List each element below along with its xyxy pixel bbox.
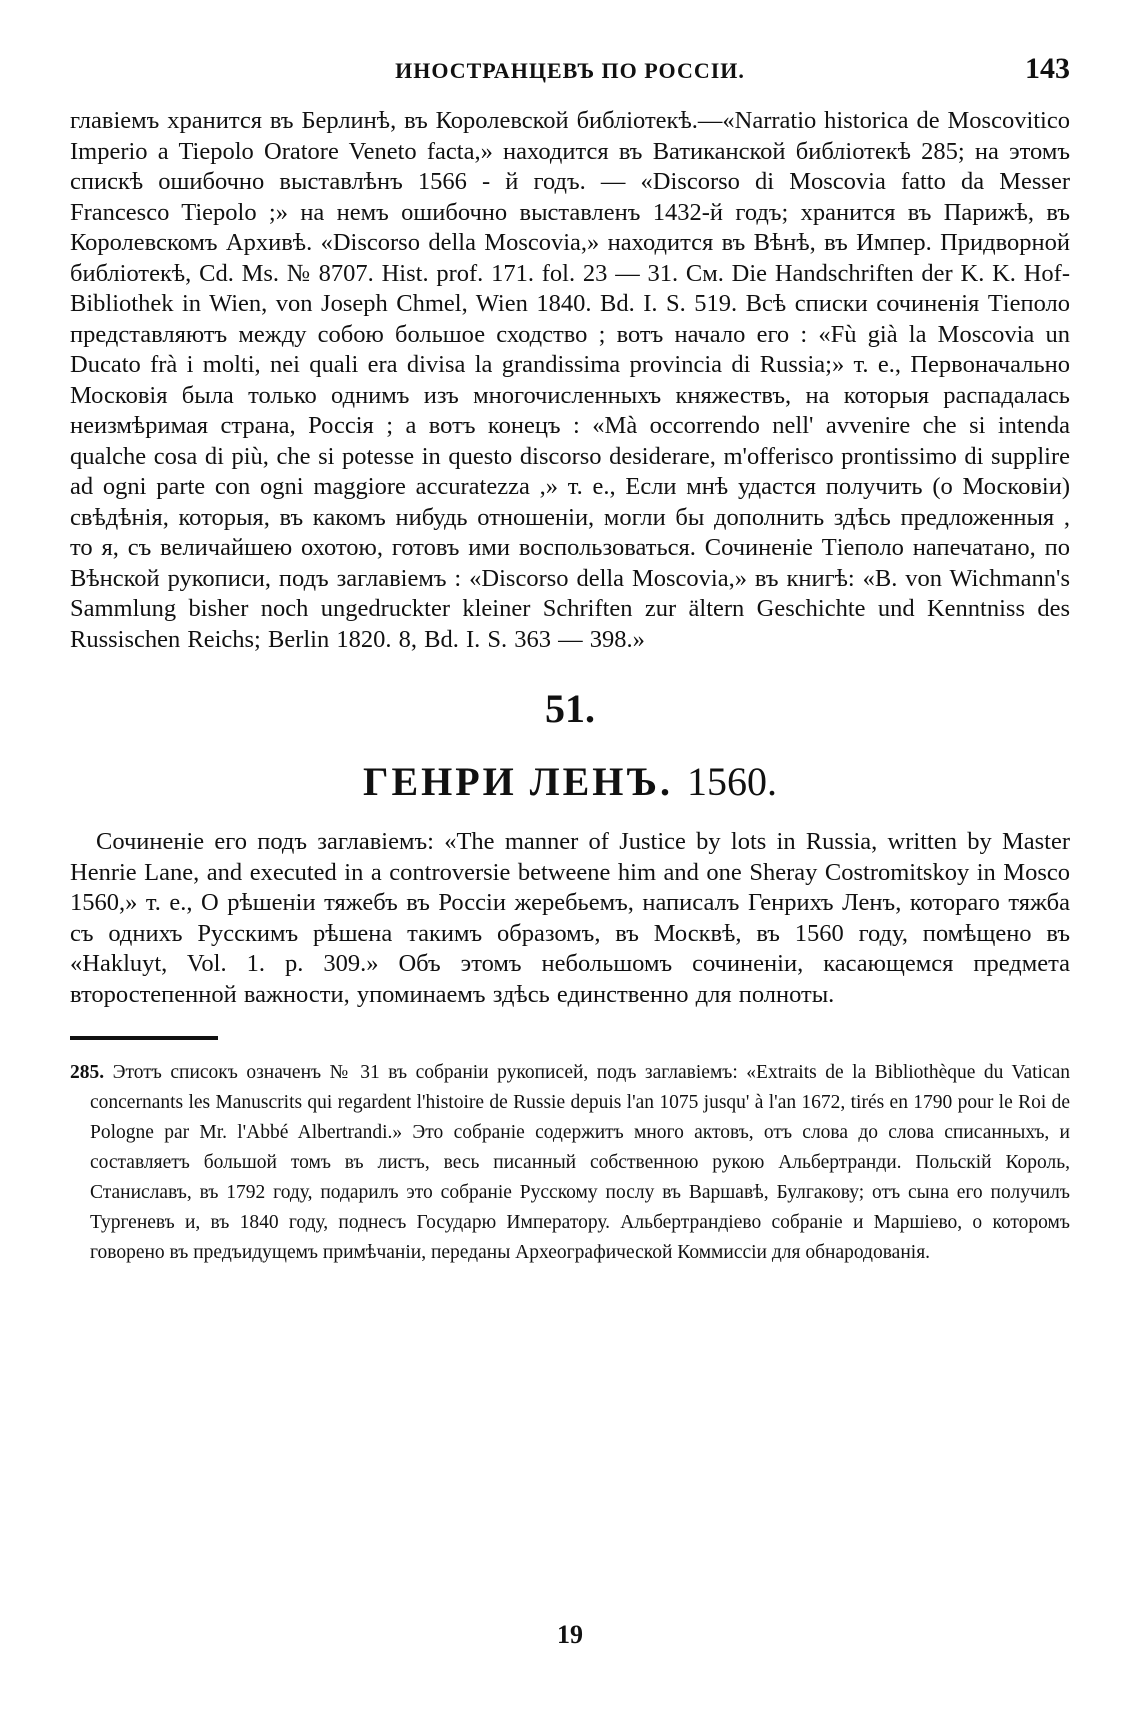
footnote-text: Этотъ списокъ означенъ № 31 въ собраніи рукописей, подъ заглавіемъ: «Extraits de la Bibliothèque du Vatican concernants les Manuscrits qui regardent l'histoire de Russie depuis l'an 1075 jusqu' à l'an 1672, tirés en 1790 pour le Roi de Pologne par Mr. l'Abbé Albertrandi.» Это собраніе содержитъ много актовъ, отъ слова до слова списанныхъ, и составляетъ большой томъ въ листъ, весь писанный собственною рукою Альбертранди. Польскій Король, Станиславъ, въ 1792 году, подарилъ это собраніе Русскому послу въ Варшавѣ, Булгакову; отъ сына его получилъ Тургеневъ и, въ 1840 году, поднесъ Государю Императору. Альбертрандіево собраніе и Маршіево, о которомъ говорено въ предъидущемъ примѣчаніи, переданы Археографической Коммиссіи для обнародованія.	[90, 1062, 1071, 1263]
footnote-marker: 285.	[70, 1062, 105, 1083]
section-number: 51.	[545, 686, 595, 731]
running-head	[70, 52, 1070, 94]
section-heading-name: ГЕНРИ ЛЕНЪ.	[363, 759, 673, 804]
signature-mark: 19	[557, 1620, 583, 1649]
page-number: 143	[1025, 52, 1070, 85]
body-paragraph: главіемъ хранится въ Берлинѣ, въ Королевской библіотекѣ.—«Narratio historica de Moscovitico Imperio a Tiepolo Oratore Veneto facta,» находится въ Ватиканской библіотекѣ 285; на этомъ спискѣ ошибочно выставлѣнъ 1566 - й годъ. — «Discorso di Moscovia fatto da Messer Francesco Tiepolo ;» на немъ ошибочно выставленъ 1432-й годъ; хранится въ Парижѣ, въ Королевскомъ Архивѣ. «Discorso della Moscovia,» находится въ Вѣнѣ, въ Импер. Придворной библіотекѣ, Cd. Ms. № 8707. Hist. prof. 171. fol. 23 — 31. См. Die Handschriften der K. K. Hof-Bibliothek in Wien, von Joseph Chmel, Wien 1840. Bd. I. S. 519. Всѣ списки сочиненія Тіеполо представляютъ между собою большое сходство ; вотъ начало его : «Fù già la Moscovia un Ducato frà i molti, nei quali era divisa la grandissima provincia di Russia;» т. е., Первоначально Московія была только однимъ изъ многочисленныхъ княжествъ, на которыя распадалась неизмѣримая страна, Россія ; а вотъ конецъ : «Mà occorrendo nell' avvenire che si intenda qualche cosa di più, che si potesse in questo discorso desiderare, m'offerisco prontissimo di supplire ad ogni parte con ogni maggiore accuratezza ,» т. е., Если мнѣ удастся получить (о Московіи) свѣдѣнія, которыя, въ какомъ нибудь отношеніи, могли бы дополнить здѣсь предложенныя , то я, съ величайшею охотою, готовъ ими воспользоваться. Сочиненіе Тіеполо напечатано, по Вѣнской рукописи, подъ заглавіемъ : «Discorso della Moscovia,» въ книгѣ: «B. von Wichmann's Sammlung bisher noch ungedruckter kleiner Schriften zur ältern Geschichte und Kenntniss des Russischen Reichs; Berlin 1820. 8, Bd. I. S. 363 — 398.»	[70, 107, 1070, 653]
section-paragraph: Сочиненіе его подъ заглавіемъ: «The manner of Justice by lots in Russia, written by Master Henrie Lane, and executed in a controversie betweene him and one Sheray Costromitskoy in Mosco 1560,» т. е., О рѣшеніи тяжебъ въ Россіи жеребьемъ, написалъ Генрихъ Ленъ, котораго тяжба съ однихъ Русскимъ рѣшена такимъ образомъ, въ Москвѣ, въ 1560 году, помѣщено въ «Hakluyt, Vol. 1. p. 309.» Объ этомъ небольшомъ сочиненіи, касающемся предмета второстепенной важности, упоминаемъ здѣсь единственно для полноты.	[70, 828, 1070, 1008]
footnote-divider	[70, 1036, 218, 1040]
footnote	[70, 1058, 1070, 1268]
section-heading-year: 1560.	[687, 759, 777, 804]
section-heading	[70, 758, 1070, 805]
running-title: ИНОСТРАНЦЕВЪ ПО РОССІИ.	[395, 58, 745, 83]
